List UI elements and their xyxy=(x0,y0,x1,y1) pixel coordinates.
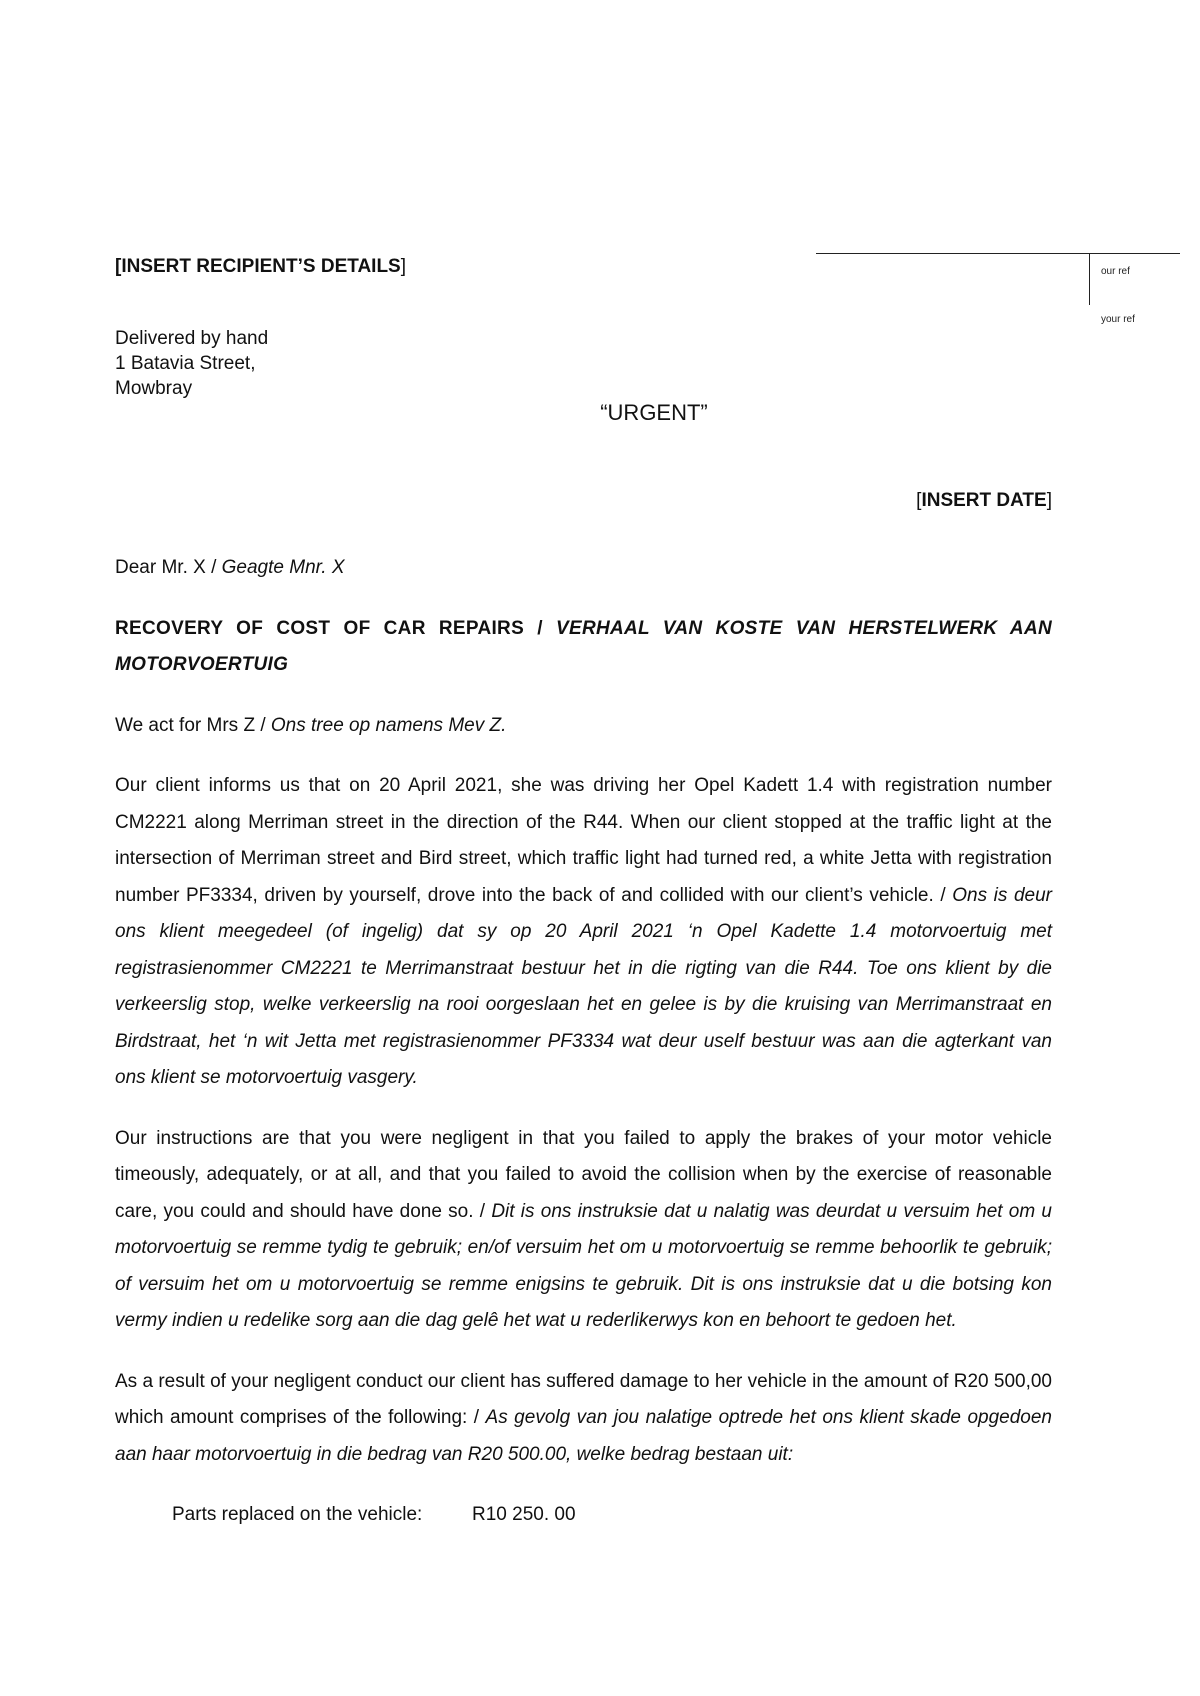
our-ref-label: our ref xyxy=(1101,266,1130,277)
letter-body xyxy=(115,550,1052,1534)
recipient-details xyxy=(115,256,406,278)
salutation-afrikaans: Geagte Mnr. X xyxy=(221,557,345,578)
reference-rule-vertical xyxy=(1089,253,1090,305)
urgent-heading: “URGENT” xyxy=(600,400,708,425)
address-line-3: Mowbray xyxy=(115,378,193,399)
reference-rule-horizontal xyxy=(816,253,1180,254)
subject-english: RECOVERY OF COST OF CAR REPAIRS / xyxy=(115,617,556,639)
subject-line xyxy=(115,611,1052,684)
damages-paragraph xyxy=(115,1364,1052,1474)
negligence-english: Our instructions are that you were negligent in that you failed to apply the brakes of your motor vehicle timeously, adequately, or at all, and that you failed to avoid the collision when by the exercise of reasonable care, you could and should have done so. / xyxy=(115,1127,1052,1222)
damages-afrikaans: As gevolg van jou nalatige optrede het ons klient skade opgedoen aan haar motorvoertuig in die bedrag van R20 500.00, welke bedrag bestaan uit: xyxy=(115,1407,1052,1465)
subject-afrikaans: VERHAAL VAN KOSTE VAN HERSTELWERK AAN MOTORVOERTUIG xyxy=(115,617,1052,675)
delivery-address xyxy=(115,326,268,401)
negligence-afrikaans: Dit is ons instruksie dat u nalatig was deurdat u versuim het om u motorvoertuig se remme tydig te gebruik; en/of versuim het om u motorvoertuig se remme behoorlik te gebruik; of versuim het om u motorvoertuig se remme enigsins te gebruik. Dit is ons instruksie dat u die botsing kon vermy indien u redelike sorg aan die dag gelê het wat u rederlikerwys kon en behoort te gedoen het. xyxy=(115,1200,1052,1331)
date-close-bracket: ] xyxy=(1046,490,1052,511)
date-label: INSERT DATE xyxy=(921,490,1047,511)
act-for-paragraph xyxy=(115,708,1052,745)
incident-afrikaans: Ons is deur ons klient meegedeel (of ingelig) dat sy op 20 April 2021 ‘n Opel Kadette 1.4 motorvoertuig met registrasienommer CM2221 te Merrimanstraat bestuur het in die rigting van die R44. Toe ons klient by die verkeerslig stop, welke verkeerslig na rooi oorgeslaan het en gelee is by die kruising van Merrimanstraat en Birdstraat, het ‘n wit Jetta met registrasienommer PF3334 wat deur uself bestuur was aan die agterkant van ons klient se motorvoertuig vasgery. xyxy=(115,884,1053,1088)
damages-english: As a result of your negligent conduct our client has suffered damage to her vehicle in the amount of R20 500,00 which amount comprises of the following: / xyxy=(115,1370,1052,1428)
parts-cost-row xyxy=(172,1497,1052,1534)
date-open-bracket: [ xyxy=(916,490,922,511)
incident-paragraph xyxy=(115,768,1052,1097)
act-for-afrikaans: Ons tree op namens Mev Z. xyxy=(270,714,507,736)
parts-amount: R10 250. 00 xyxy=(472,1504,576,1525)
act-for-english: We act for Mrs Z / xyxy=(115,714,271,736)
salutation-english: Dear Mr. X / xyxy=(115,557,222,578)
letter-date xyxy=(916,490,1052,512)
parts-label: Parts replaced on the vehicle: xyxy=(172,1504,423,1525)
recipient-close-bracket: ] xyxy=(400,256,407,277)
incident-english: Our client informs us that on 20 April 2021, she was driving her Opel Kadett 1.4 with registration number CM2221 along Merriman street in the direction of the R44. When our client stopped at the traffic light at the intersection of Merriman street and Bird street, which traffic light had turned red, a white Jetta with registration number PF3334, driven by yourself, drove into the back of and collided with our client’s vehicle. / xyxy=(115,775,1052,906)
recipient-label: INSERT RECIPIENT’S DETAILS xyxy=(121,256,401,277)
salutation xyxy=(115,550,1052,587)
your-ref-label: your ref xyxy=(1101,314,1135,325)
negligence-paragraph xyxy=(115,1121,1052,1340)
recipient-open-bracket: [ xyxy=(115,256,122,277)
address-line-1: Delivered by hand xyxy=(115,328,269,349)
address-line-2: 1 Batavia Street, xyxy=(115,353,256,374)
